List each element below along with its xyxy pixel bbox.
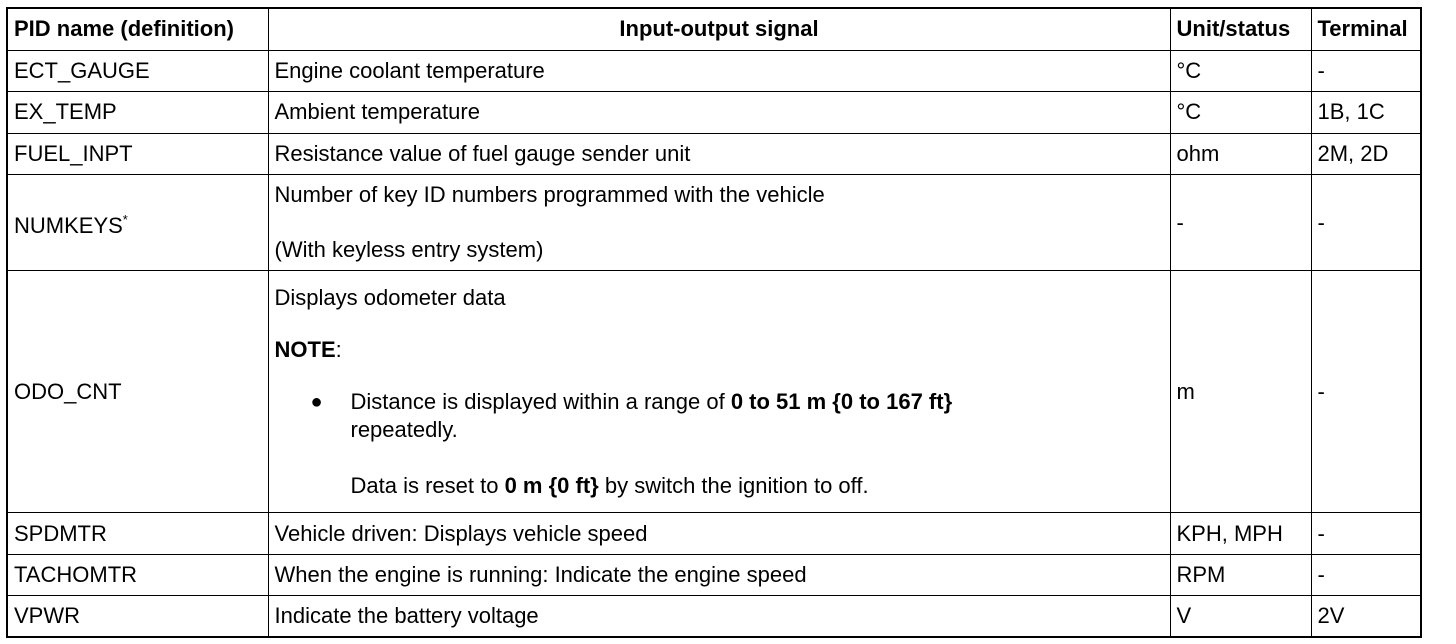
signal-line: Displays odometer data xyxy=(274,284,506,310)
unit-cell: KPH, MPH xyxy=(1170,513,1311,555)
table-row xyxy=(8,513,1422,555)
terminal-cell: 2M, 2D xyxy=(1311,133,1422,174)
unit-cell: ohm xyxy=(1170,133,1311,174)
unit-cell: RPM xyxy=(1170,555,1311,596)
reset-value: 0 m {0 ft} xyxy=(504,472,599,498)
signal-cell: Indicate the battery voltage xyxy=(268,596,1170,636)
note-bullet xyxy=(311,388,1164,500)
unit-cell: m xyxy=(1170,271,1311,513)
header-unit-status: Unit/status xyxy=(1170,9,1311,50)
unit-cell: - xyxy=(1170,175,1311,271)
pid-table xyxy=(8,9,1422,636)
header-input-output-signal: Input-output signal xyxy=(268,9,1170,50)
terminal-cell: - xyxy=(1311,513,1422,555)
bullet-content xyxy=(351,388,1164,500)
footnote-mark: * xyxy=(122,211,128,227)
bullet-text-part: Distance is displayed within a range of xyxy=(350,388,731,414)
pid-name-cell: TACHOMTR xyxy=(8,555,268,596)
pid-name-cell: ODO_CNT xyxy=(8,271,268,513)
table-row xyxy=(8,175,1422,271)
table-row xyxy=(8,596,1422,636)
signal-cell: When the engine is running: Indicate the engine speed xyxy=(268,555,1170,596)
note-label: NOTE xyxy=(274,336,336,362)
note-colon: : xyxy=(335,336,342,362)
signal-condition: (With keyless entry system) xyxy=(274,237,544,263)
table-row xyxy=(8,555,1422,596)
bullet-text-part: repeatedly. xyxy=(350,416,458,442)
terminal-cell: 2V xyxy=(1311,596,1422,636)
bullet-range: 0 to 51 m {0 to 167 ft} xyxy=(730,388,953,414)
signal-cell: Engine coolant temperature xyxy=(268,50,1170,91)
pid-name-cell: EX_TEMP xyxy=(8,91,268,133)
pid-name-cell: FUEL_INPT xyxy=(8,133,268,174)
terminal-cell: - xyxy=(1311,555,1422,596)
reset-text-part: by switch the ignition to off. xyxy=(598,472,869,498)
pid-name-cell xyxy=(8,175,268,271)
signal-cell: Resistance value of fuel gauge sender unit xyxy=(268,133,1170,174)
signal-cell: Vehicle driven: Displays vehicle speed xyxy=(268,513,1170,555)
signal-cell xyxy=(268,175,1170,271)
header-row xyxy=(8,9,1422,50)
terminal-cell: - xyxy=(1311,50,1422,91)
reset-text-part: Data is reset to xyxy=(350,472,505,498)
pid-name-cell: VPWR xyxy=(8,596,268,636)
table-row xyxy=(8,133,1422,174)
bullet-icon: ● xyxy=(310,390,323,413)
terminal-cell: 1B, 1C xyxy=(1311,91,1422,133)
table-row xyxy=(8,271,1422,513)
pid-name-cell: SPDMTR xyxy=(8,513,268,555)
signal-cell: Ambient temperature xyxy=(268,91,1170,133)
pid-name-text: NUMKEYS xyxy=(14,212,123,238)
unit-cell: °C xyxy=(1170,91,1311,133)
header-terminal: Terminal xyxy=(1311,9,1422,50)
note-heading xyxy=(275,336,1164,364)
terminal-cell: - xyxy=(1311,175,1422,271)
unit-cell: V xyxy=(1170,596,1311,636)
unit-cell: °C xyxy=(1170,50,1311,91)
pid-table-frame xyxy=(6,7,1422,638)
terminal-cell: - xyxy=(1311,271,1422,513)
table-row xyxy=(8,91,1422,133)
header-pid-name: PID name (definition) xyxy=(8,9,268,50)
signal-cell xyxy=(268,271,1170,513)
signal-line: Number of key ID numbers programmed with the vehicle xyxy=(274,182,825,208)
table-row xyxy=(8,50,1422,91)
pid-name-cell: ECT_GAUGE xyxy=(8,50,268,91)
